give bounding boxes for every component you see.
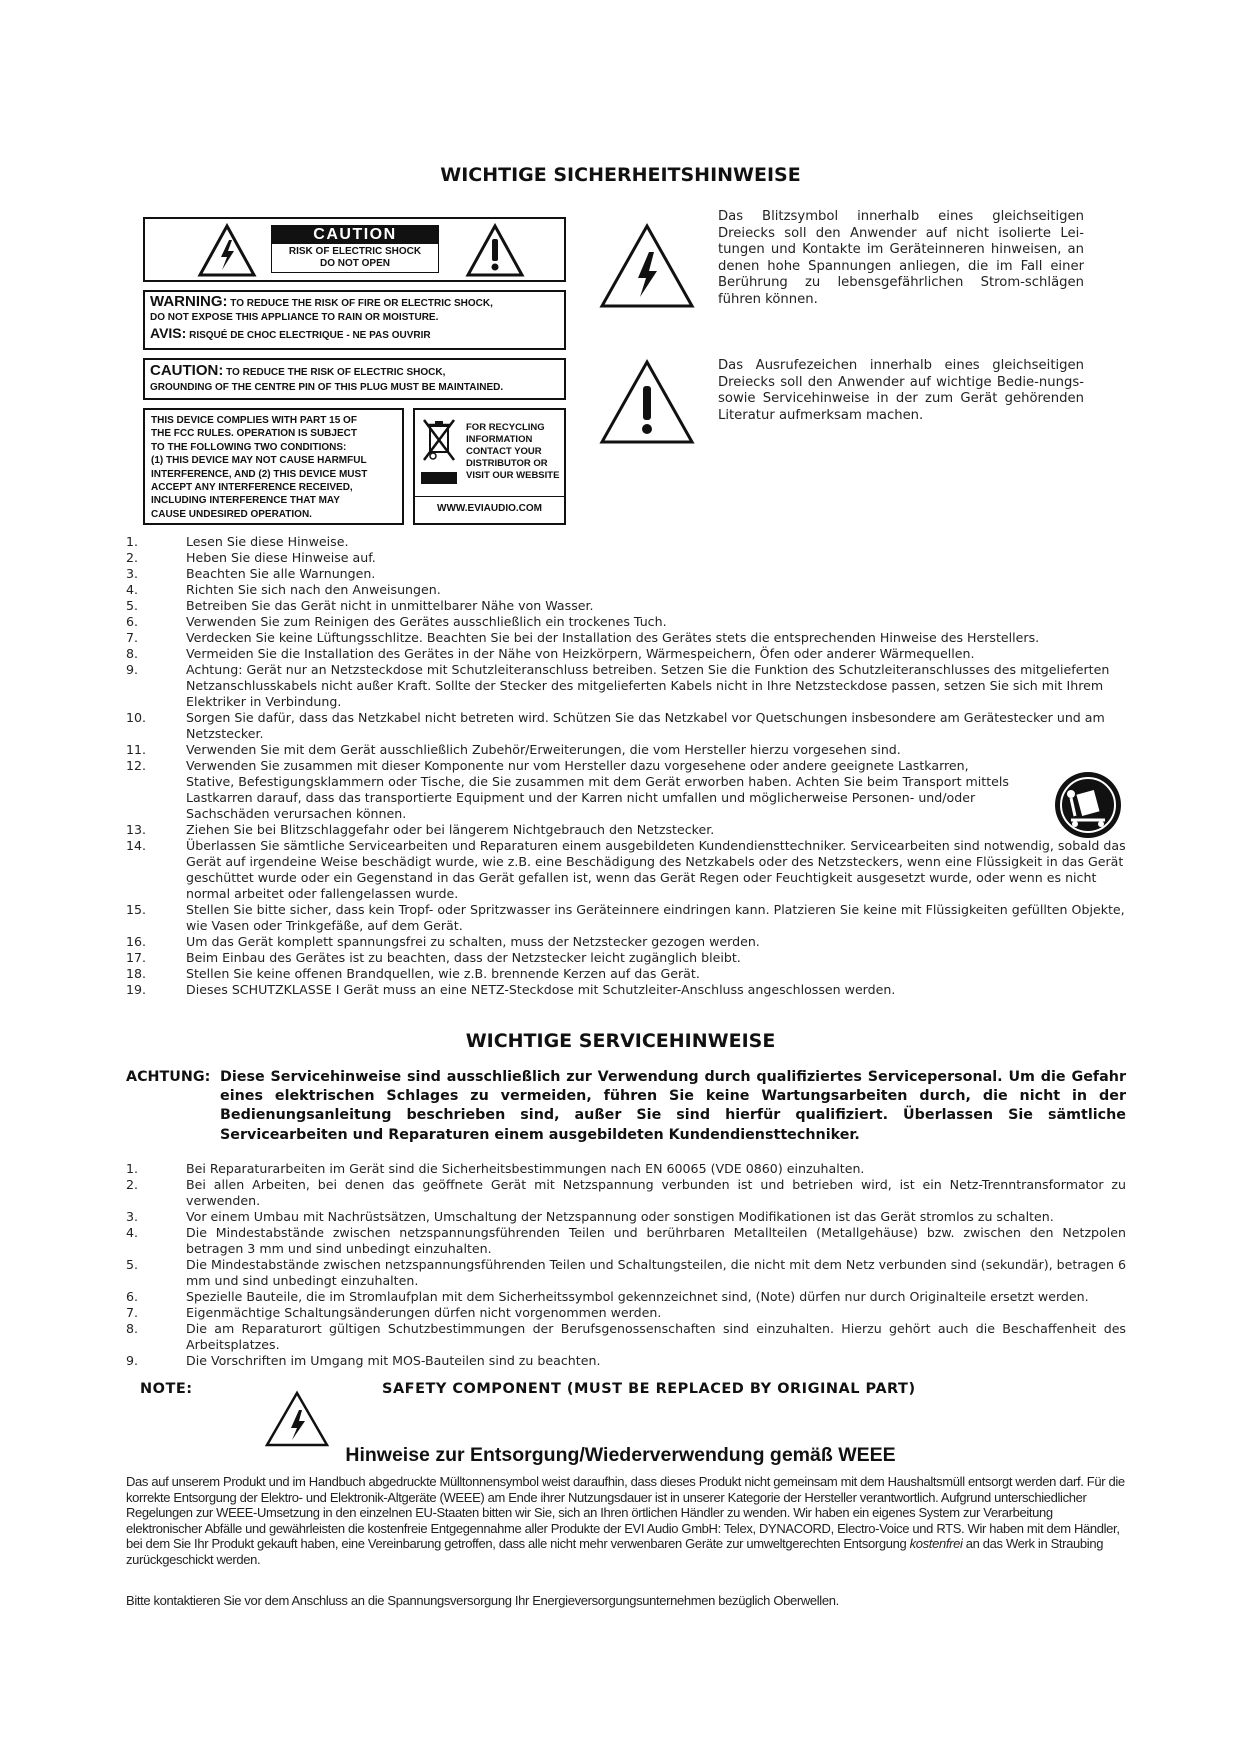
list-item: 10. Sorgen Sie dafür, dass das Netzkabel nicht betreten wird. Schützen Sie das Netzkabel vor Quetschungen insbesondere am Gerätestecker und am Netzstecker. bbox=[126, 710, 1105, 741]
caution2-line1: TO REDUCE THE RISK OF ELECTRIC SHOCK, bbox=[226, 367, 446, 378]
caution-label-title: CAUTION bbox=[272, 226, 438, 244]
list-item: 8. Die am Reparaturort gültigen Schutzbestimmungen der Berufsgenossenschaften sind einzuhalten. Hierzu gehört auch die Beschaffenheit des Arbeitsplatzes. bbox=[126, 1321, 1126, 1352]
list-item: 19. Dieses SCHUTZKLASSE I Gerät muss an eine NETZ-Steckdose mit Schutzleiter-Anschluss angeschlossen werden. bbox=[126, 982, 896, 997]
achtung-paragraph bbox=[126, 1068, 1126, 1145]
note-text: SAFETY COMPONENT (MUST BE REPLACED BY ORIGINAL PART) bbox=[382, 1381, 916, 1397]
warning-line1: TO REDUCE THE RISK OF FIRE OR ELECTRIC SHOCK, bbox=[230, 298, 493, 309]
fcc-line: THE FCC RULES. OPERATION IS SUBJECT bbox=[151, 428, 357, 440]
list-item: 14. Überlassen Sie sämtliche Servicearbeiten und Reparaturen einem ausgebildeten Kundendiensttechniker. Servicearbeiten sind notwendig, sobald das Gerät auf irgendeine Weise beschädigt wurde, wie z.B. eine Beschädigung des Netzkabels oder des Netzsteckers, wenn eine Flüssigkeit in das Gerät geschüttet wurde oder ein Gegenstand in das Gerät gefallen ist, wenn das Gerät Regen oder Feuchtigkeit ausgesetzt wurde, oder wenn es nicht normal arbeitet oder fallengelassen wurde. bbox=[126, 838, 1126, 901]
lightning-triangle-icon bbox=[598, 222, 696, 310]
list-item: 13. Ziehen Sie bei Blitzschlaggefahr oder bei längerem Nichtgebrauch den Netzstecker. bbox=[126, 822, 715, 837]
list-item: 2. Heben Sie diese Hinweise auf. bbox=[126, 550, 376, 565]
fcc-line: THIS DEVICE COMPLIES WITH PART 15 OF bbox=[151, 415, 357, 426]
achtung-label: ACHTUNG: bbox=[126, 1069, 211, 1085]
list-item: 4. Die Mindestabstände zwischen netzspannungsführenden Teilen und berührbaren Metallteilen (Metallgehäuse) bzw. zwischen den Netzpolen betragen 3 mm und sind unbedingt einzuhalten. bbox=[126, 1225, 1126, 1256]
list-item: 7. Eigenmächtige Schaltungsänderungen dürfen nicht vorgenommen werden. bbox=[126, 1305, 662, 1320]
recycling-line: INFORMATION bbox=[466, 434, 533, 445]
fcc-line: CAUSE UNDESIRED OPERATION. bbox=[151, 508, 312, 520]
recycling-line: VISIT OUR WEBSITE bbox=[466, 470, 560, 481]
avis-line: RISQUÉ DE CHOC ELECTRIQUE - NE PAS OUVRIR bbox=[189, 330, 431, 341]
achtung-text: Diese Servicehinweise sind ausschließlich zur Verwendung durch qualifiziertes Servicepersonal. Um die Gefahr eines elektrischen Schlages zu vermeiden, führen Sie keine Wartungsarbeiten durch, die nicht in der Bedienungsanleitung beschrieben sind, außer Sie sind hierfür qualifiziert. Überlassen Sie sämtliche Servicearbeiten und Reparaturen einem ausgebildeten Kundendiensttechniker. bbox=[220, 1069, 1126, 1143]
warning-box bbox=[143, 290, 566, 350]
safety-list bbox=[126, 534, 1126, 998]
service-list bbox=[126, 1161, 1126, 1369]
caution2-line2: GROUNDING OF THE CENTRE PIN OF THIS PLUG MUST BE MAINTAINED. bbox=[150, 382, 504, 393]
caution-box bbox=[143, 217, 566, 282]
lightning-description: Das Blitzsymbol innerhalb eines gleichseitigen Dreiecks soll den Anwender auf nicht isolierte Lei-tungen und Kontakte im Geräteinneren hinweisen, an denen hohe Spannungen anliegen, die im Fall einer Berührung zu lebensgefährlichen Strom-schlägen führen können. bbox=[718, 209, 1084, 307]
weee-emphasis: kostenfrei bbox=[909, 1536, 963, 1552]
service-title: WICHTIGE SERVICEHINWEISE bbox=[465, 1030, 776, 1052]
exclamation-triangle-small-icon bbox=[465, 223, 525, 278]
list-item: 9. Die Vorschriften im Umgang mit MOS-Bauteilen sind zu beachten. bbox=[126, 1353, 601, 1368]
weee-paragraph: Das auf unserem Produkt und im Handbuch abgedruckte Mülltonnensymbol weist daraufhin, dass dieses Produkt nicht gemeinsam mit dem Haushaltsmüll entsorgt werden darf. Für die korrekte Entsorgung der Elektro- und Elektronik-Altgeräte (WEEE) am Ende ihrer Nutzungsdauer ist in unserer Kategorie der Hersteller verantwortlich. Aufgrund unterschiedlicher Regelungen zur WEEE-Umsetzung in den einzelnen EU-Staaten bitten wir Sie, sich an Ihren örtlichen Händler zu wenden. Wir haben ein eigenes System zur Verarbeitung elektronischer Abfälle und gewährleisten die kostenfreie Entgegennahme aller Produkte der EVI Audio GmbH: Telex, DYNACORD, Electro-Voice und RTS. Wir haben mit dem Händler, bei dem Sie Ihr Produkt gekauft haben, eine Vereinbarung getroffen, dass alle nicht mehr verwenbaren Geräte zur umweltgerechten Entsorgung kostenfrei an das Werk in Straubing zurückgeschickt werden. bbox=[126, 1474, 1125, 1567]
list-item: 12. Verwenden Sie zusammen mit dieser Komponente nur vom Hersteller dazu vorgesehene oder andere geeignete Lastkarren, Stative, Befestigungsklammern oder Tische, die Sie zusammen mit dem Gerät erworben haben. Achten Sie beim Transport mittels Lastkarren darauf, dass das transportierte Equipment und der Karren nicht umfallen und möglicherweise Personen- und/oder Sachschäden verursachen können. bbox=[126, 758, 1009, 821]
lightning-triangle-icon bbox=[264, 1390, 330, 1448]
list-item: 15. Stellen Sie bitte sicher, dass kein Tropf- oder Spritzwasser ins Geräteinnere eindringen kann. Platzieren Sie keine mit Flüssigkeiten gefüllten Objekte, wie Vasen oder Trinkgefäße, auf dem Gerät. bbox=[126, 902, 1125, 933]
list-item: 8. Vermeiden Sie die Installation des Gerätes in der Nähe von Heizkörpern, Wärmespeichern, Öfen oder anderer Wärmequellen. bbox=[126, 646, 975, 661]
fcc-line: TO THE FOLLOWING TWO CONDITIONS: bbox=[151, 441, 347, 453]
warning-line2: DO NOT EXPOSE THIS APPLIANCE TO RAIN OR MOISTURE. bbox=[150, 312, 439, 323]
list-item: 6. Spezielle Bauteile, die im Stromlaufplan mit dem Sicherheitssymbol gekennzeichnet sind, (Note) dürfen nur durch Originalteile ersetzt werden. bbox=[126, 1289, 1089, 1304]
avis-head: AVIS: bbox=[150, 325, 187, 341]
fcc-line: INTERFERENCE, AND (2) THIS DEVICE MUST bbox=[151, 468, 368, 480]
recycling-line: FOR RECYCLING bbox=[466, 422, 545, 433]
warning-head: WARNING: bbox=[150, 293, 228, 310]
caution-label-line1: RISK OF ELECTRIC SHOCK bbox=[288, 246, 422, 257]
list-item: 5. Betreiben Sie das Gerät nicht in unmittelbarer Nähe von Wasser. bbox=[126, 598, 594, 613]
fcc-line: (1) THIS DEVICE MAY NOT CAUSE HARMFUL bbox=[151, 455, 367, 467]
cart-tipover-icon bbox=[1053, 770, 1123, 840]
list-item: 17. Beim Einbau des Gerätes ist zu beachten, dass der Netzstecker leicht zugänglich bleibt. bbox=[126, 950, 741, 965]
recycling-box bbox=[413, 408, 566, 525]
bin-bar bbox=[421, 472, 457, 484]
list-item: 18. Stellen Sie keine offenen Brandquellen, wie z.B. brennende Kerzen auf das Gerät. bbox=[126, 966, 700, 981]
exclamation-triangle-icon bbox=[598, 358, 696, 446]
safety-title: WICHTIGE SICHERHEITSHINWEISE bbox=[440, 164, 801, 186]
note-label: NOTE: bbox=[140, 1381, 193, 1397]
exclamation-description: Das Ausrufezeichen innerhalb eines gleichseitigen Dreiecks soll den Anwender auf wichtige Bedie-nungs- sowie Servicehinweise in der zum Gerät gehörenden Literatur aufmerksam machen. bbox=[718, 358, 1084, 423]
list-item: 11. Verwenden Sie mit dem Gerät ausschließlich Zubehör/Erweiterungen, die vom Hersteller hierzu vorgesehen sind. bbox=[126, 742, 901, 757]
lightning-triangle-icon bbox=[197, 223, 257, 278]
recycling-line: DISTRIBUTOR OR bbox=[466, 458, 548, 469]
list-item: 16. Um das Gerät komplett spannungsfrei zu schalten, muss der Netzstecker gezogen werden. bbox=[126, 934, 760, 949]
list-item: 1. Lesen Sie diese Hinweise. bbox=[126, 534, 349, 549]
crossed-bin-icon bbox=[421, 416, 457, 466]
website: WWW.EVIAUDIO.COM bbox=[437, 503, 542, 514]
fcc-line: INCLUDING INTERFERENCE THAT MAY bbox=[151, 495, 340, 507]
list-item: 3. Beachten Sie alle Warnungen. bbox=[126, 566, 376, 581]
list-item: 4. Richten Sie sich nach den Anweisungen. bbox=[126, 582, 441, 597]
caution-label-box bbox=[271, 225, 439, 273]
recycling-divider bbox=[415, 496, 564, 497]
recycling-line: CONTACT YOUR bbox=[466, 446, 542, 457]
list-item: 1. Bei Reparaturarbeiten im Gerät sind die Sicherheitsbestimmungen nach EN 60065 (VDE 0860) einzuhalten. bbox=[126, 1161, 865, 1176]
weee-title: Hinweise zur Entsorgung/Wiederverwendung gemäß WEEE bbox=[345, 1444, 896, 1466]
list-item: 9. Achtung: Gerät nur an Netzsteckdose mit Schutzleiteranschluss betreiben. Setzen Sie die Funktion des Schutzleiteranschlusses des mitgelieferten Netzanschlusskabels nicht außer Kraft. Sollte der Stecker des mitgelieferten Kabels nicht in Ihre Netzsteckdose passen, setzen Sie sich mit Ihrem Elektriker in Verbindung. bbox=[126, 662, 1110, 709]
grounding-box bbox=[143, 358, 566, 400]
list-item: 2. Bei allen Arbeiten, bei denen das geöffnete Gerät mit Netzspannung verbunden ist und betrieben wird, ist ein Netz-Trenntransformator zu verwenden. bbox=[126, 1177, 1126, 1208]
weee-contact-paragraph: Bitte kontaktieren Sie vor dem Anschluss an die Spannungsversorgung Ihr Energieversorgungsunternehmen bezüglich Oberwellen. bbox=[126, 1593, 839, 1608]
fcc-line: ACCEPT ANY INTERFERENCE RECEIVED, bbox=[151, 482, 353, 494]
list-item: 7. Verdecken Sie keine Lüftungsschlitze. Beachten Sie bei der Installation des Gerätes stets die entsprechenden Hinweise des Herstellers. bbox=[126, 630, 1040, 645]
list-item: 6. Verwenden Sie zum Reinigen des Gerätes ausschließlich ein trockenes Tuch. bbox=[126, 614, 667, 629]
list-item: 3. Vor einem Umbau mit Nachrüstsätzen, Umschaltung der Netzspannung oder sonstigen Modifikationen ist das Gerät stromlos zu schalten. bbox=[126, 1209, 1054, 1224]
caution2-head: CAUTION: bbox=[150, 362, 224, 379]
list-item: 5. Die Mindestabstände zwischen netzspannungsführenden Teilen und Schaltungsteilen, die nicht mit dem Netz verbunden sind (sekundär), betragen 6 mm und sind unbedingt einzuhalten. bbox=[126, 1257, 1126, 1288]
caution-label-line2: DO NOT OPEN bbox=[319, 258, 390, 269]
fcc-box bbox=[143, 408, 404, 525]
